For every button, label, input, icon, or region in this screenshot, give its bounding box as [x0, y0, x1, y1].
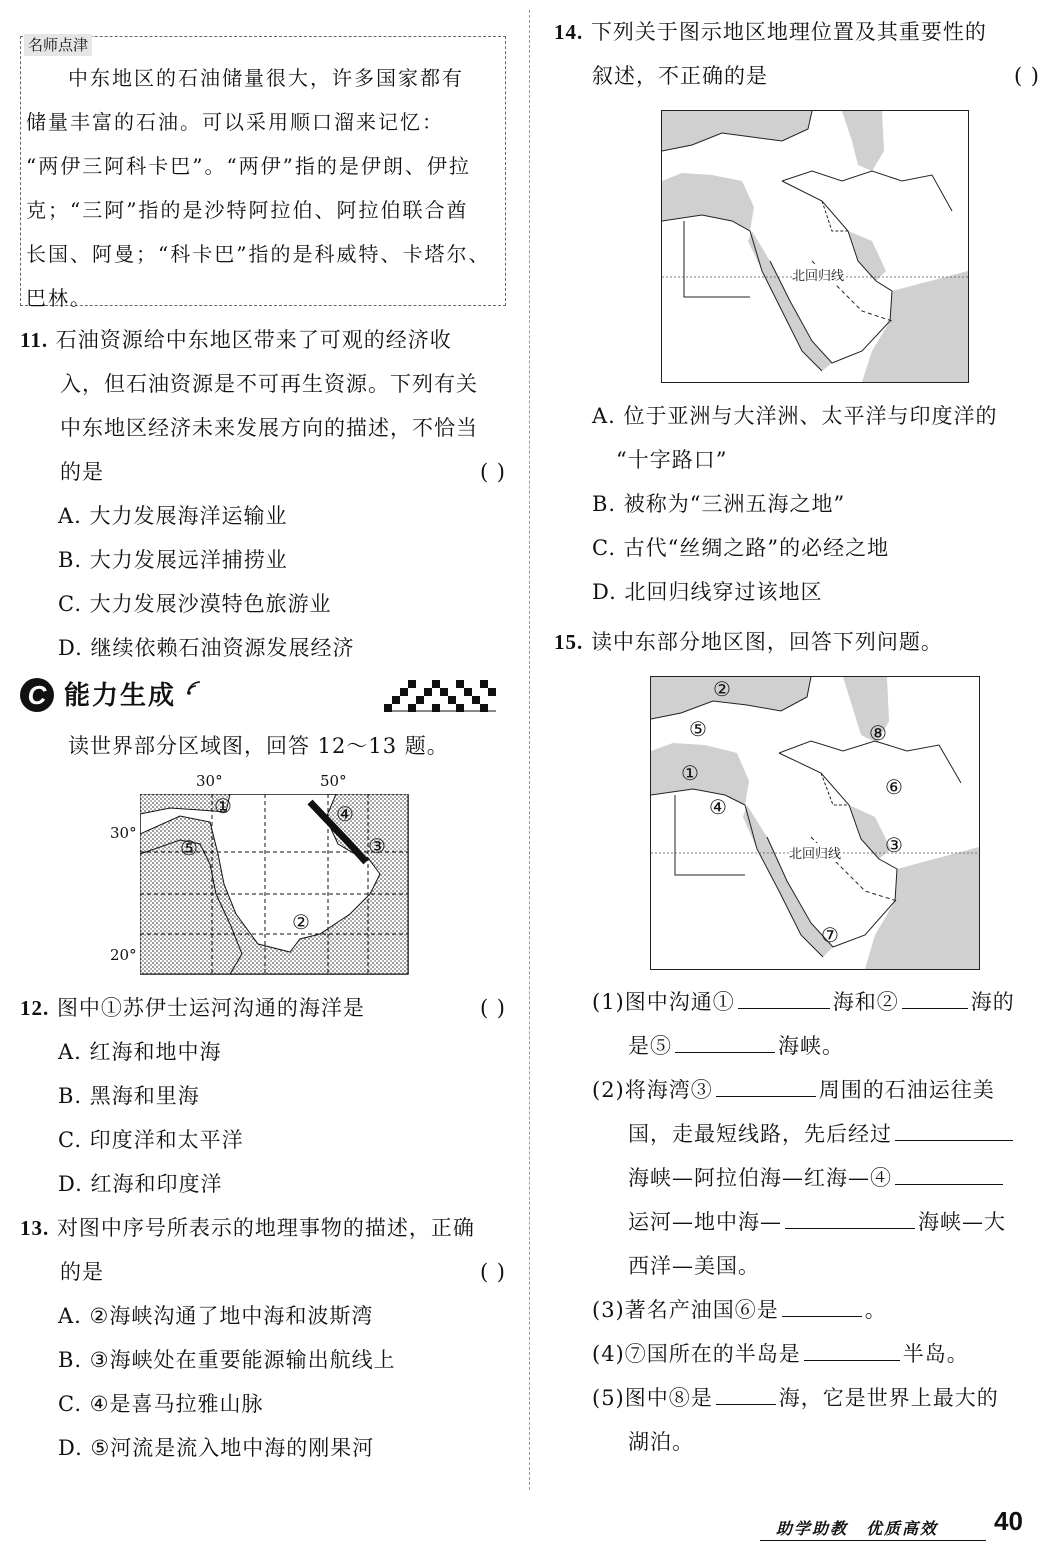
- map-marker: ⑥: [885, 775, 903, 799]
- question-stem: 石油资源给中东地区带来了可观的经济收: [55, 328, 452, 352]
- question-number: 11.: [20, 328, 49, 352]
- sea-area: [651, 743, 749, 805]
- map-marker: ⑧: [869, 721, 887, 745]
- sea-area: [862, 271, 968, 382]
- tropic-label: 北回归线: [792, 265, 844, 284]
- lat-label: 20°: [110, 946, 137, 964]
- sub-q2-cont: 国，走最短线路，先后经过: [592, 1112, 1042, 1156]
- question-12: [20, 986, 506, 1206]
- sub-q1-cont: 是⑤ 海峡。: [592, 1024, 1042, 1068]
- question-stem: 的是: [60, 1260, 104, 1284]
- question-stem: 入，但石油资源是不可再生资源。下列有关: [60, 372, 478, 396]
- question-number: 14.: [554, 20, 584, 44]
- option-c[interactable]: C. ④是喜马拉雅山脉: [58, 1392, 264, 1416]
- map-marker: ④: [336, 802, 354, 826]
- map-marker: ⑤: [689, 717, 707, 741]
- column-divider: [529, 10, 530, 1490]
- question-14-options: [554, 394, 1040, 614]
- sea-area: [743, 805, 833, 957]
- question-number: 13.: [20, 1216, 50, 1240]
- section-header: [20, 676, 498, 716]
- sub-q2-cont: 运河—地中海— 海峡—大: [592, 1200, 1042, 1244]
- question-stem: 图中①苏伊士运河沟通的海洋是: [56, 996, 365, 1020]
- map-2-graphic: [662, 111, 968, 382]
- option-d[interactable]: D. 红海和印度洋: [58, 1172, 223, 1196]
- sea-area: [842, 111, 884, 171]
- sea-area: [662, 173, 754, 231]
- map-3: [650, 676, 980, 970]
- lat-label: 30°: [110, 824, 137, 842]
- sub-q2-cont: 西洋—美国。: [628, 1254, 760, 1278]
- map-marker: ③: [885, 833, 903, 857]
- map-marker: ⑦: [821, 923, 839, 947]
- question-stem: 读中东部分地区图，回答下列问题。: [590, 630, 943, 654]
- blank-field[interactable]: [895, 1114, 1013, 1141]
- checker-pattern: [384, 680, 496, 712]
- tip-tag: 名师点津: [24, 34, 92, 56]
- intro-12-13: 读世界部分区域图，回答 12～13 题。: [68, 734, 449, 758]
- sub-q3: (3)著名产油国⑥是 。: [592, 1288, 1042, 1332]
- section-title: 能力生成: [64, 681, 177, 711]
- sub-q2: (2)将海湾③ 周围的石油运往美: [592, 1068, 1042, 1112]
- question-number: 12.: [20, 996, 50, 1020]
- sea-area: [865, 847, 979, 969]
- blank-field[interactable]: [785, 1202, 915, 1229]
- option-c[interactable]: C. 印度洋和太平洋: [58, 1128, 244, 1152]
- option-a[interactable]: A. ②海峡沟通了地中海和波斯湾: [58, 1304, 374, 1328]
- question-stem: 叙述，不正确的是: [592, 64, 768, 88]
- footer-slogan: 助学助教 优质高效: [776, 1519, 939, 1538]
- question-14: [554, 10, 1040, 98]
- option-b[interactable]: B. 黑海和里海: [58, 1084, 200, 1108]
- map-1: [100, 772, 420, 980]
- signal-icon: [186, 680, 202, 696]
- map-marker: ③: [368, 834, 386, 858]
- option-d[interactable]: D. 北回归线穿过该地区: [592, 580, 823, 604]
- sub-q2-cont: 海峡—阿拉伯海—红海—④: [592, 1156, 1042, 1200]
- tip-line: “两伊三阿科卡巴”。“两伊”指的是伊朗、伊拉: [26, 154, 471, 178]
- blank-field[interactable]: [738, 982, 830, 1009]
- map-marker: ④: [709, 795, 727, 819]
- map-marker: ②: [292, 910, 310, 934]
- answer-paren[interactable]: ( ): [479, 996, 506, 1020]
- tropic-label: 北回归线: [789, 843, 841, 862]
- page-number: 40: [994, 1506, 1023, 1536]
- option-d[interactable]: D. ⑤河流是流入地中海的刚果河: [58, 1436, 375, 1460]
- tip-line: 中东地区的石油储量很大，许多国家都有: [68, 66, 464, 90]
- question-15-sub: [592, 980, 1042, 1464]
- answer-paren[interactable]: ( ): [479, 1260, 506, 1284]
- tip-text: [26, 56, 504, 320]
- question-number: 15.: [554, 630, 584, 654]
- sub-q1: (1)图中沟通① 海和② 海的: [592, 980, 1042, 1024]
- tip-line: 储量丰富的石油。可以采用顺口溜来记忆：: [26, 110, 444, 134]
- section-badge: C: [20, 678, 54, 712]
- question-stem: 中东地区经济未来发展方向的描述，不恰当: [60, 416, 478, 440]
- question-stem: 的是: [60, 460, 104, 484]
- blank-field[interactable]: [895, 1158, 1003, 1185]
- option-d[interactable]: D. 继续依赖石油资源发展经济: [58, 636, 355, 660]
- sea-area: [848, 231, 886, 281]
- question-stem: 对图中序号所表示的地理事物的描述，正确: [56, 1216, 475, 1240]
- option-b[interactable]: B. 被称为“三洲五海之地”: [592, 492, 846, 516]
- option-c[interactable]: C. 大力发展沙漠特色旅游业: [58, 592, 332, 616]
- sub-q5-cont: 湖泊。: [628, 1430, 694, 1454]
- option-c[interactable]: C. 古代“丝绸之路”的必经之地: [592, 536, 890, 560]
- option-a[interactable]: A. 位于亚洲与大洋洲、太平洋与印度洋的: [592, 404, 998, 428]
- map-marker: ②: [713, 677, 731, 701]
- question-11: [20, 318, 506, 670]
- tip-line: 长国、阿曼；“科卡巴”指的是科威特、卡塔尔、: [26, 242, 491, 266]
- lon-label: 50°: [320, 772, 347, 790]
- map-marker: ①: [681, 761, 699, 785]
- blank-field[interactable]: [902, 982, 968, 1009]
- map-marker: ⑤: [180, 836, 198, 860]
- sea-area: [662, 111, 812, 151]
- blank-field[interactable]: [675, 1026, 775, 1053]
- map-2: [661, 110, 969, 383]
- option-a-cont[interactable]: “十字路口”: [616, 448, 728, 472]
- answer-paren[interactable]: ( ): [1013, 64, 1040, 88]
- map-1-graphic: [140, 794, 410, 976]
- blank-field[interactable]: [716, 1070, 816, 1097]
- sub-q4: (4)⑦国所在的半岛是 半岛。: [592, 1332, 1042, 1376]
- sea-area: [651, 677, 811, 719]
- tip-line: 巴林。: [26, 286, 92, 310]
- sub-q5: (5)图中⑧是 海，它是世界上最大的: [592, 1376, 1042, 1420]
- option-b[interactable]: B. 大力发展远洋捕捞业: [58, 548, 288, 572]
- question-13: [20, 1206, 506, 1470]
- tip-line: 克；“三阿”指的是沙特阿拉伯、阿拉伯联合酋: [26, 198, 469, 222]
- footer-rule: [760, 1540, 986, 1541]
- blank-field[interactable]: [804, 1334, 900, 1361]
- option-a[interactable]: A. 大力发展海洋运输业: [58, 504, 288, 528]
- question-stem: 下列关于图示地区地理位置及其重要性的: [590, 20, 987, 44]
- map-marker: ①: [214, 794, 232, 818]
- answer-paren[interactable]: ( ): [479, 460, 506, 484]
- question-15: [554, 620, 943, 664]
- blank-field[interactable]: [782, 1290, 862, 1317]
- lon-label: 30°: [196, 772, 223, 790]
- option-a[interactable]: A. 红海和地中海: [58, 1040, 222, 1064]
- blank-field[interactable]: [716, 1378, 776, 1405]
- option-b[interactable]: B. ③海峡处在重要能源输出航线上: [58, 1348, 396, 1372]
